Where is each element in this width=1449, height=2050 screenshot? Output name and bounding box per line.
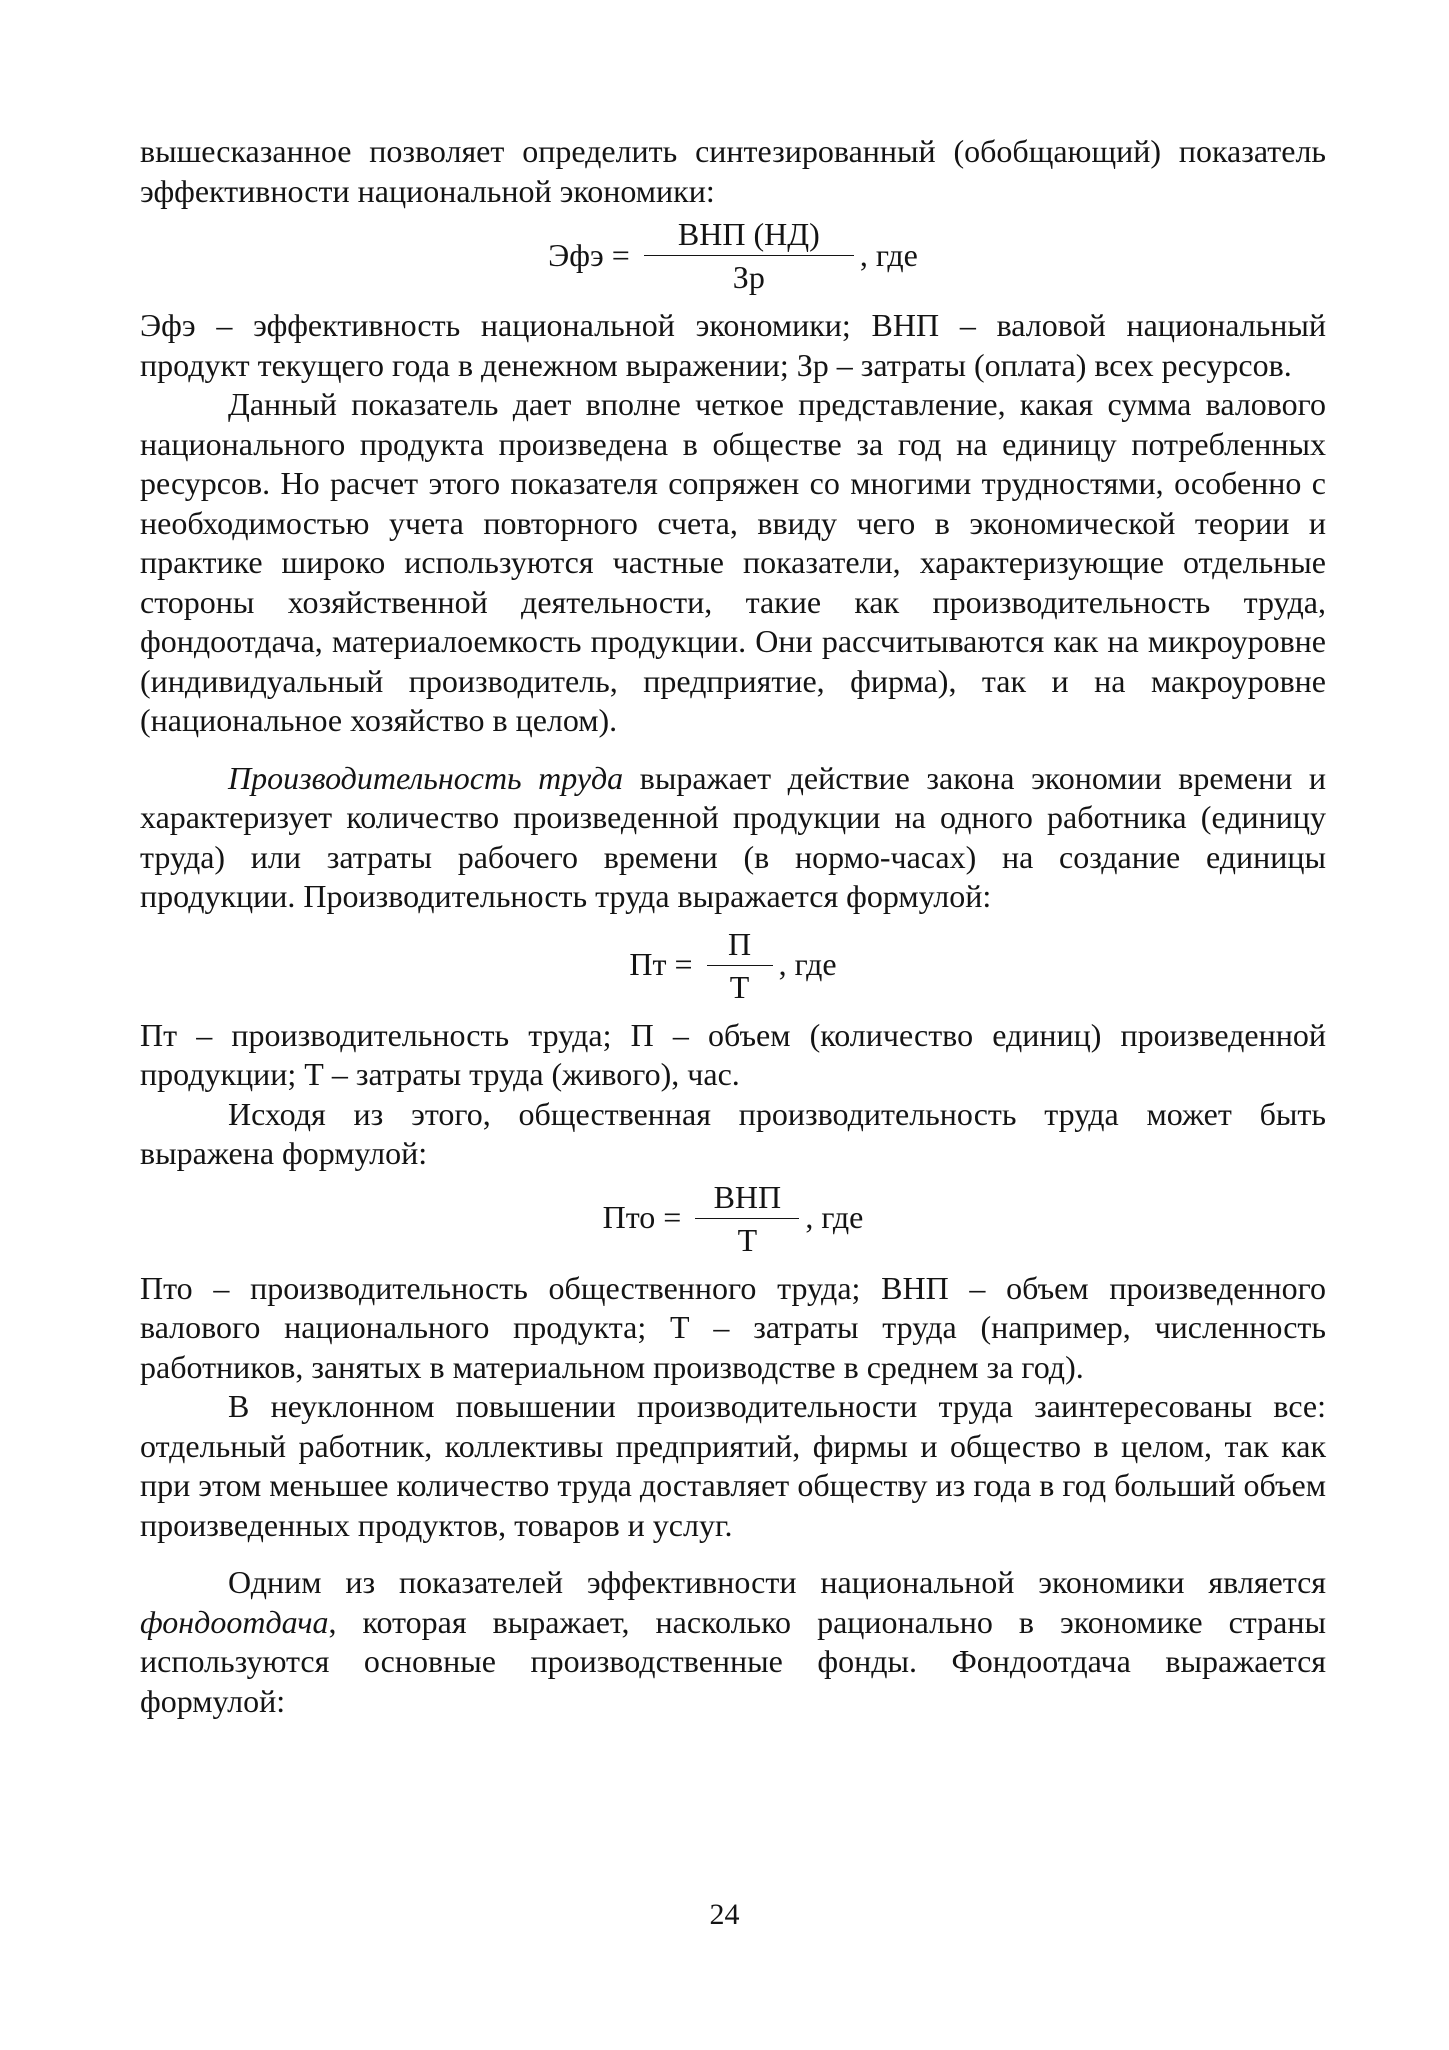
fraction-bar [707,965,773,966]
formula-lhs: Эфэ = [548,236,630,273]
fraction-numerator: ВНП [713,1178,782,1215]
formula-lhs: Пто = [602,1199,682,1236]
fraction [695,1178,799,1259]
formula-labor-productivity [140,925,1326,1006]
paragraph-capital-productivity [140,1563,1326,1721]
paragraph-productivity-interest: В неуклонном повышении производительности труда заинтересованы все: отдельный работник, коллективы предприятий, фирмы и общество в целом, так как при этом меньшее количество труда доставляет обществу из года в год больший объем произведенных продуктов, товаров и услуг. [140,1388,1326,1543]
paragraph-efficiency-legend: Эфэ – эффективность национальной экономики; ВНП – валовой национальный продукт текущего года в денежном выражении; Зр – затраты (оплата) всех ресурсов. [140,307,1326,383]
fraction [644,215,854,296]
paragraph-social-productivity: Исходя из этого, общественная производительность труда может быть выражена формулой: [140,1095,1326,1171]
italic-term: Производительность труда [228,759,624,796]
formula-suffix: , где [805,1199,864,1236]
formula-lhs: Пт = [629,946,693,983]
fraction [707,925,773,1006]
paragraph-intro: вышесказанное позволяет определить синтезированный (обобщающий) показатель эффективности национальной экономики: [140,133,1326,209]
fraction-denominator: Т [737,1221,758,1258]
paragraph-text: , которая выражает, насколько рационально в экономике страны используются основные производственные фонды. Фондоотдача выражается формулой: [140,1603,1326,1719]
paragraph-text: выражает действие закона экономии времени и характеризует количество произведенной продукции на одного работника (единицу труда) или затраты рабочего времени (в нормо-часах) на создание единицы продукции. Производительность труда выражается формулой: [140,759,1327,914]
paragraph-labor-legend: Пт – производительность труда; П – объем (количество единиц) произведенной продукции; Т – затраты труда (живого), час. [140,1016,1326,1092]
paragraph-indicator-description: Данный показатель дает вполне четкое представление, какая сумма валового национального продукта произведена в обществе за год на единицу потребленных ресурсов. Но расчет этого показателя сопряжен со многими трудностями, особенно с необходимостью учета повторного счета, ввиду чего в экономической теории и практике широко используются частные показатели, характеризующие отдельные стороны хозяйственной деятельности, такие как производительность труда, фондоотдача, материалоемкость продукции. Они рассчитываются как на микроуровне (индивидуальный производитель, предприятие, фирма), так и на макроуровне (национальное хозяйство в целом). [140,386,1326,738]
fraction-bar [644,255,854,256]
formula-suffix: , где [859,236,918,273]
fraction-numerator: П [728,925,752,962]
italic-term: фондоотдача [140,1603,329,1640]
page-number: 24 [709,1898,740,1931]
paragraph-text: Одним из показателей эффективности национальной экономики является [228,1564,1326,1600]
paragraph-social-legend: Пто – производительность общественного труда; ВНП – объем произведенного валового национального продукта; Т – затраты труда (например, численность работников, занятых в материальном производстве в среднем за год). [140,1269,1326,1385]
formula-social-productivity [140,1178,1326,1259]
formula-efficiency [140,215,1326,296]
document-page [140,132,1326,1721]
paragraph-labor-productivity [140,759,1326,917]
fraction-bar [695,1218,799,1219]
formula-suffix: , где [778,946,837,983]
fraction-denominator: Зр [732,259,765,295]
fraction-numerator: ВНП (НД) [677,216,820,252]
fraction-denominator: Т [729,968,750,1005]
